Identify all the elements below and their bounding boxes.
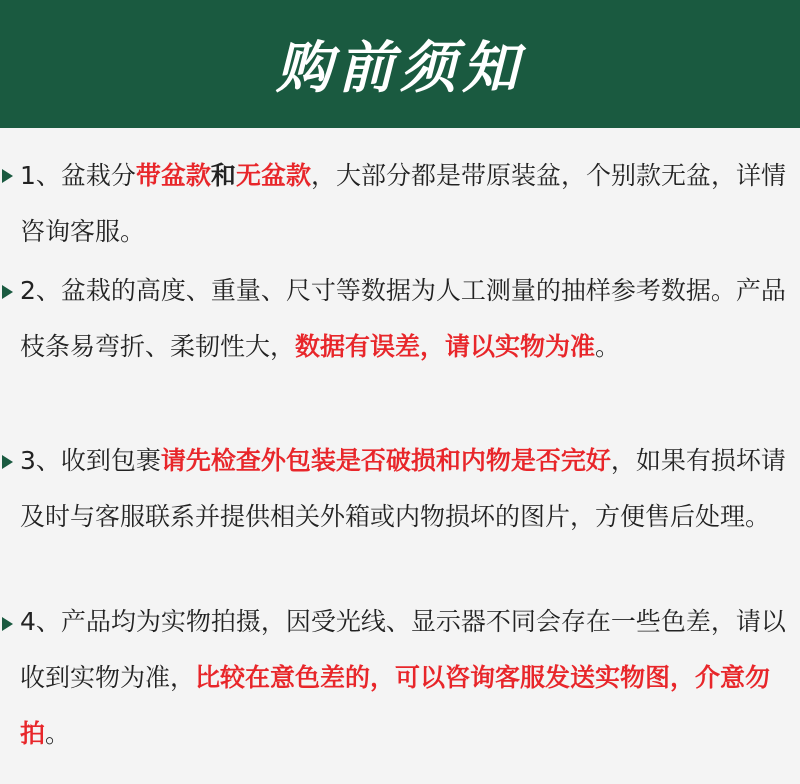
triangle-bullet-icon — [2, 169, 13, 183]
notice-text — [20, 433, 790, 545]
notice-text — [20, 594, 790, 762]
highlight-text: 无盆款 — [235, 161, 311, 190]
triangle-bullet-icon — [2, 285, 13, 299]
triangle-bullet-icon — [2, 455, 13, 469]
notice-text — [20, 148, 790, 260]
highlight-text: 带盆款 — [135, 161, 211, 190]
notice-text-segment: 4、产品均为实物拍摄，因受光线、显示器不同会存在一些色差，请以收到实物为准， — [20, 607, 786, 692]
notice-text-segment: 2、盆栽的高度、重量、尺寸等数据为人工测量的抽样参考数据。产品枝条易弯折、柔韧性大， — [20, 276, 786, 361]
notice-text-segment: ，如果有损坏请及时与客服联系并提供相关外箱或内物损坏的图片，方便售后处理。 — [20, 446, 786, 531]
triangle-bullet-icon — [2, 617, 13, 631]
highlight-text: 请先检查外包装是否破损和内物是否完好 — [160, 446, 611, 475]
bold-text: 和 — [210, 161, 236, 190]
notice-text-segment: 1、盆栽分 — [20, 161, 136, 190]
highlight-text: 比较在意色差的，可以咨询客服发送实物图，介意勿拍 — [20, 663, 771, 748]
page-title: 购前须知 — [276, 36, 524, 101]
notice-text-segment: 。 — [45, 719, 71, 748]
notice-text-segment: ，大部分都是带原装盆，个别款无盆，详情咨询客服。 — [20, 161, 786, 246]
notice-text-segment: 3、收到包裹 — [20, 446, 161, 475]
notice-text — [20, 263, 790, 375]
highlight-text: 数据有误差，请以实物为准 — [295, 332, 596, 361]
notice-text-segment: 。 — [595, 332, 621, 361]
header-banner — [0, 0, 800, 128]
